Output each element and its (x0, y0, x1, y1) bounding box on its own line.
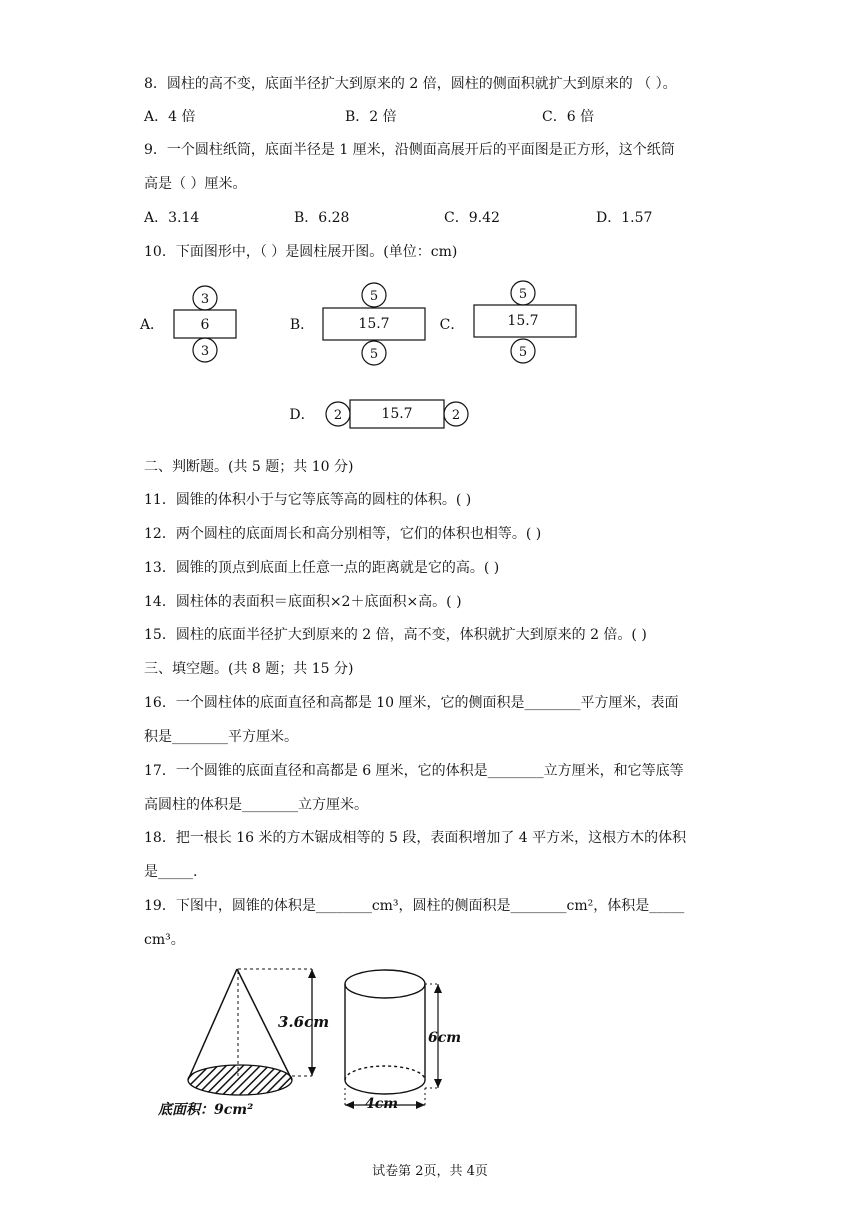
fig-d-right-value: 2 (451, 408, 461, 423)
cone-height-label: 3.6cm (278, 1013, 330, 1031)
fig-b-rect-value: 15.7 (358, 316, 390, 332)
q11: 11．圆锥的体积小于与它等底等高的圆柱的体积。( ) (144, 492, 472, 508)
cone-shape (188, 969, 316, 1095)
fig-a-label: A． (139, 317, 165, 333)
fig-b-label: B． (289, 317, 315, 333)
section-2-title: 二、判断题。(共 5 题；共 10 分) (144, 459, 354, 475)
cylinder-height-label: 6cm (428, 1030, 462, 1046)
q17-line2: 高圆柱的体积是________立方厘米。 (144, 797, 368, 813)
q8-option-c: C．6 倍 (542, 109, 595, 125)
fig-d-label: D． (289, 407, 315, 423)
fig-a-top-value: 3 (200, 292, 210, 307)
q10-figures (0, 276, 860, 436)
q10-stem: 10．下面图形中，（ ）是圆柱展开图。(单位：cm) (144, 244, 458, 260)
q9-stem-line2: 高是（ ）厘米。 (144, 176, 247, 192)
q17-line1: 17．一个圆锥的底面直径和高都是 6 厘米，它的体积是________立方厘米，和它等底等 (144, 763, 684, 779)
q9-option-b: B．6.28 (294, 210, 350, 226)
page-footer: 试卷第 2页，共 4页 (372, 1164, 488, 1179)
q19-line2: cm³。 (144, 932, 185, 948)
q9-option-a: A．3.14 (144, 210, 200, 226)
cylinder-shape (345, 970, 440, 1108)
fig-d-left-value: 2 (333, 408, 343, 423)
fig-a-bottom-value: 3 (200, 344, 210, 359)
fig-c-top-value: 5 (518, 287, 528, 302)
q14: 14．圆柱体的表面积＝底面积×2＋底面积×高。( ) (144, 594, 462, 610)
q16-line2: 积是________平方厘米。 (144, 729, 298, 745)
q8-option-a: A．4 倍 (144, 109, 196, 125)
q9-option-d: D．1.57 (596, 210, 653, 226)
fig-c-bottom-value: 5 (518, 345, 528, 360)
q16-line1: 16．一个圆柱体的底面直径和高都是 10 厘米，它的侧面积是________平方厘米，表面 (144, 695, 679, 711)
cone-base-label: 底面积：9cm² (158, 1102, 254, 1118)
q8-stem: 8．圆柱的高不变，底面半径扩大到原来的 2 倍，圆柱的侧面积就扩大到原来的 （ ）。 (144, 76, 677, 92)
section-3-title: 三、填空题。(共 8 题；共 15 分) (144, 661, 354, 677)
fig-a-rect-value: 6 (200, 317, 210, 333)
q9-option-c: C．9.42 (444, 210, 500, 226)
fig-c-label: C． (439, 317, 465, 333)
q9-stem-line1: 9．一个圆柱纸筒，底面半径是 1 厘米，沿侧面高展开后的平面图是正方形，这个纸筒 (144, 142, 675, 158)
q19-line1: 19．下图中，圆锥的体积是________cm³，圆柱的侧面积是________cm²，体积是_____ (144, 898, 685, 914)
q19-figure (0, 960, 860, 1130)
q12: 12．两个圆柱的底面周长和高分别相等，它们的体积也相等。( ) (144, 526, 542, 542)
q13: 13．圆锥的顶点到底面上任意一点的距离就是它的高。( ) (144, 560, 500, 576)
cylinder-diameter-label: 4cm (365, 1096, 399, 1112)
q18-line2: 是_____. (144, 864, 198, 880)
fig-d-rect-value: 15.7 (381, 406, 413, 422)
q15: 15．圆柱的底面半径扩大到原来的 2 倍，高不变，体积就扩大到原来的 2 倍。( ) (144, 627, 647, 643)
fig-b-top-value: 5 (369, 289, 379, 304)
fig-b-bottom-value: 5 (369, 347, 379, 362)
q8-option-b: B．2 倍 (345, 109, 397, 125)
q18-line1: 18．把一根长 16 米的方木锯成相等的 5 段，表面积增加了 4 平方米，这根方木的体积 (144, 830, 687, 846)
fig-c-rect-value: 15.7 (507, 313, 539, 329)
